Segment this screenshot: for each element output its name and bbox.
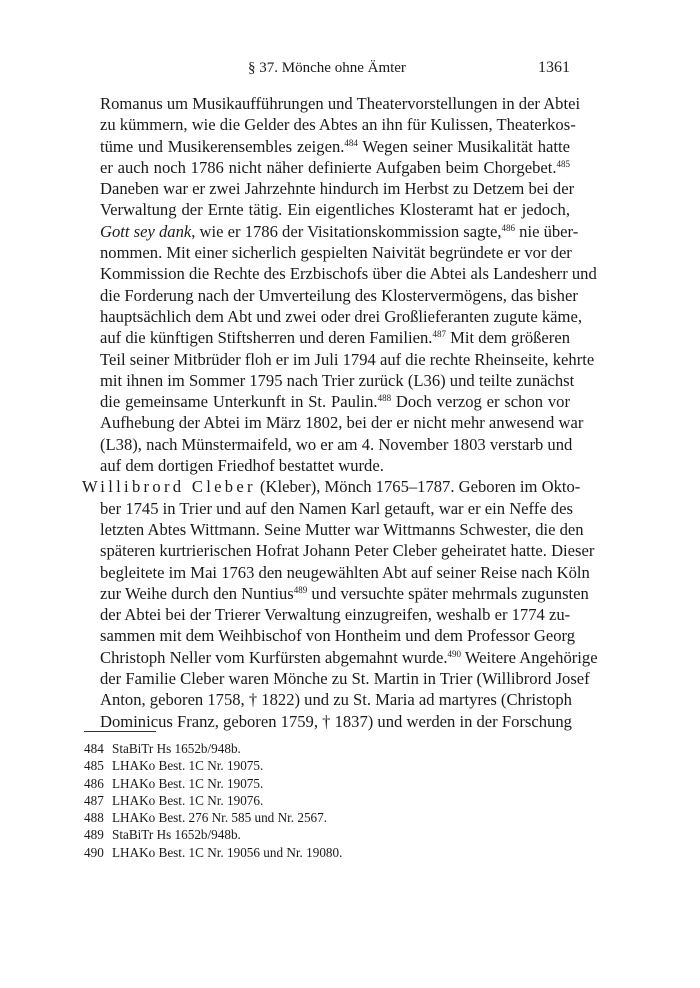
footnote-text: LHAKo Best. 1C Nr. 19075. — [112, 758, 264, 774]
footnote-number: 487 — [84, 792, 104, 808]
text-line — [82, 285, 578, 306]
footnote-text: StaBiTr Hs 1652b/948b. — [112, 827, 241, 843]
footnote — [84, 826, 570, 843]
footnote-text: StaBiTr Hs 1652b/948b. — [112, 741, 241, 756]
footnote-ref[interactable]: 485 — [556, 158, 570, 169]
text-line — [82, 583, 589, 604]
line-text: und versuchte später mehrmals zugunsten — [307, 583, 589, 603]
running-title: § 37. Mönche ohne Ämter — [248, 60, 406, 76]
line-text: Teil seiner Mitbrüder floh er im Juli 1794 auf die rechte Rheinseite, kehrte — [100, 349, 595, 369]
line-text: (L38), nach Münstermaifeld, wo er am 4. November 1803 verstarb und — [100, 434, 573, 454]
text-line — [82, 136, 570, 157]
text-line — [82, 114, 576, 135]
footnote-ref[interactable]: 486 — [501, 222, 516, 233]
footnote — [84, 809, 570, 826]
footnote — [84, 757, 570, 774]
text-line — [82, 540, 595, 561]
line-text: mit ihnen im Sommer 1795 nach Trier zurück (L36) und teilte zunächst — [100, 370, 575, 390]
text-line — [82, 455, 570, 476]
line-text: ber 1745 in Trier und auf den Namen Karl getauft, war er ein Neffe des — [100, 498, 573, 518]
text-line — [82, 93, 581, 114]
footnote-text: LHAKo Best. 276 Nr. 585 und Nr. 2567. — [112, 810, 328, 826]
text-line — [82, 562, 590, 583]
entry-name: Willibrord Cleber — [82, 477, 256, 497]
line-text: der Abtei bei der Trierer Verwaltung einzugreifen, weshalb er 1774 zu- — [100, 605, 571, 625]
text-line — [82, 349, 595, 370]
line-text: , wie er 1786 der Visitationskommission sagte, — [191, 221, 502, 241]
line-text: Anton, geboren 1758, † 1822) und zu St. Maria ad martyres (Christoph — [100, 690, 572, 710]
text-line — [82, 263, 597, 284]
footnote-text: LHAKo Best. 1C Nr. 19076. — [112, 792, 264, 808]
line-text: tüme und Musikerensembles zeigen. — [100, 136, 345, 156]
footnote — [84, 792, 570, 809]
text-line — [82, 391, 570, 412]
text-line — [82, 647, 598, 668]
line-text: die Forderung nach der Umverteilung des Klostervermögens, das bisher — [100, 285, 578, 305]
footnote-ref[interactable]: 487 — [432, 329, 446, 340]
line-text: Doch verzog er schon vor — [391, 392, 570, 412]
line-text: nommen. Mit einer sicherlich gespielten Naivität begründete er vor der — [100, 243, 572, 263]
line-text: letzten Abtes Wittmann. Seine Mutter war Wittmanns Schwester, die den — [100, 519, 584, 539]
footnote-number: 490 — [84, 844, 104, 860]
footnote — [84, 844, 570, 861]
text-line — [82, 434, 573, 455]
line-text: späteren kurtrierischen Hofrat Johann Peter Cleber geheiratet hatte. Dieser — [100, 541, 595, 561]
running-header — [84, 60, 570, 82]
page-number: 1361 — [538, 59, 570, 76]
line-text: Dominicus Franz, geboren 1759, † 1837) und werden in der Forschung — [100, 711, 572, 731]
text-line — [82, 689, 570, 710]
footnote-text: LHAKo Best. 1C Nr. 19056 und Nr. 19080. — [112, 844, 343, 860]
text-line — [82, 476, 581, 497]
line-text: Aufhebung der Abtei im März 1802, bei der er nicht mehr anwesend war — [100, 413, 584, 433]
line-text: begleitete im Mai 1763 den neugewählten Abt auf seiner Reise nach Köln — [100, 562, 590, 582]
line-text: Mit dem größeren — [445, 328, 570, 348]
line-text: er auch noch 1786 nicht näher definierte Aufgaben beim Chorgebet. — [100, 157, 557, 177]
footnote — [84, 740, 570, 757]
text-line — [82, 157, 570, 178]
text-line — [82, 199, 570, 220]
footnote-rule — [84, 731, 156, 732]
footnote-number: 484 — [84, 741, 104, 756]
line-text: zur Weihe durch den Nuntius — [100, 583, 294, 603]
line-text: Weitere Angehörige — [460, 647, 598, 667]
line-text: Daneben war er zwei Jahrzehnte hindurch im Herbst zu Detzem bei der — [100, 179, 575, 199]
line-text: Kommission die Rechte des Erzbischofs über die Abtei als Landesherr und — [100, 264, 597, 284]
footnote-number: 489 — [84, 827, 104, 843]
footnote-text: LHAKo Best. 1C Nr. 19075. — [112, 775, 264, 791]
footnote-number: 485 — [84, 758, 104, 774]
footnote-ref[interactable]: 488 — [377, 393, 392, 404]
footnote-ref[interactable]: 490 — [447, 648, 461, 659]
footnotes — [84, 740, 570, 861]
line-text: sammen mit dem Weihbischof von Hontheim und dem Professor Georg — [100, 626, 576, 646]
footnote-ref[interactable]: 489 — [293, 584, 308, 595]
text-line — [82, 498, 573, 519]
text-line — [82, 370, 575, 391]
text-line — [82, 306, 582, 327]
line-text: hauptsächlich dem Abt und zwei oder drei Großlieferanten zugute käme, — [100, 306, 582, 326]
line-text: Wegen seiner Musikalität hatte — [357, 136, 570, 156]
italic-quote: Gott sey dank — [100, 221, 192, 241]
text-line — [82, 178, 575, 199]
text-line — [82, 412, 584, 433]
line-text: die gemeinsame Unterkunft in St. Paulin. — [100, 392, 378, 412]
text-line — [82, 327, 570, 348]
line-text: (Kleber), Mönch 1765–1787. Geboren im Okto- — [255, 477, 581, 497]
text-line — [82, 625, 576, 646]
body-text — [82, 93, 598, 732]
text-line — [82, 604, 570, 625]
line-text: zu kümmern, wie die Gelder des Abtes an ihn für Kulissen, Theaterkos- — [100, 115, 576, 135]
line-text: auf die künftigen Stiftsherren und deren Familien. — [100, 328, 433, 348]
text-line — [82, 221, 579, 242]
line-text: Verwaltung der Ernte tätig. Ein eigentliches Klosteramt hat er jedoch, — [100, 200, 570, 220]
footnote — [84, 775, 570, 792]
text-line — [82, 711, 570, 732]
text-line — [82, 242, 570, 263]
line-text: nie über- — [515, 221, 579, 241]
footnote-number: 486 — [84, 775, 104, 791]
footnote-ref[interactable]: 484 — [344, 137, 358, 148]
text-line — [82, 668, 590, 689]
line-text: auf dem dortigen Friedhof bestattet wurde. — [100, 456, 384, 476]
text-line — [82, 519, 584, 540]
line-text: Romanus um Musikaufführungen und Theatervorstellungen in der Abtei — [100, 94, 581, 113]
line-text: Christoph Neller vom Kurfürsten abgemahnt wurde. — [100, 647, 448, 667]
line-text: der Familie Cleber waren Mönche zu St. Martin in Trier (Willibrord Josef — [100, 669, 590, 689]
footnote-number: 488 — [84, 810, 104, 826]
